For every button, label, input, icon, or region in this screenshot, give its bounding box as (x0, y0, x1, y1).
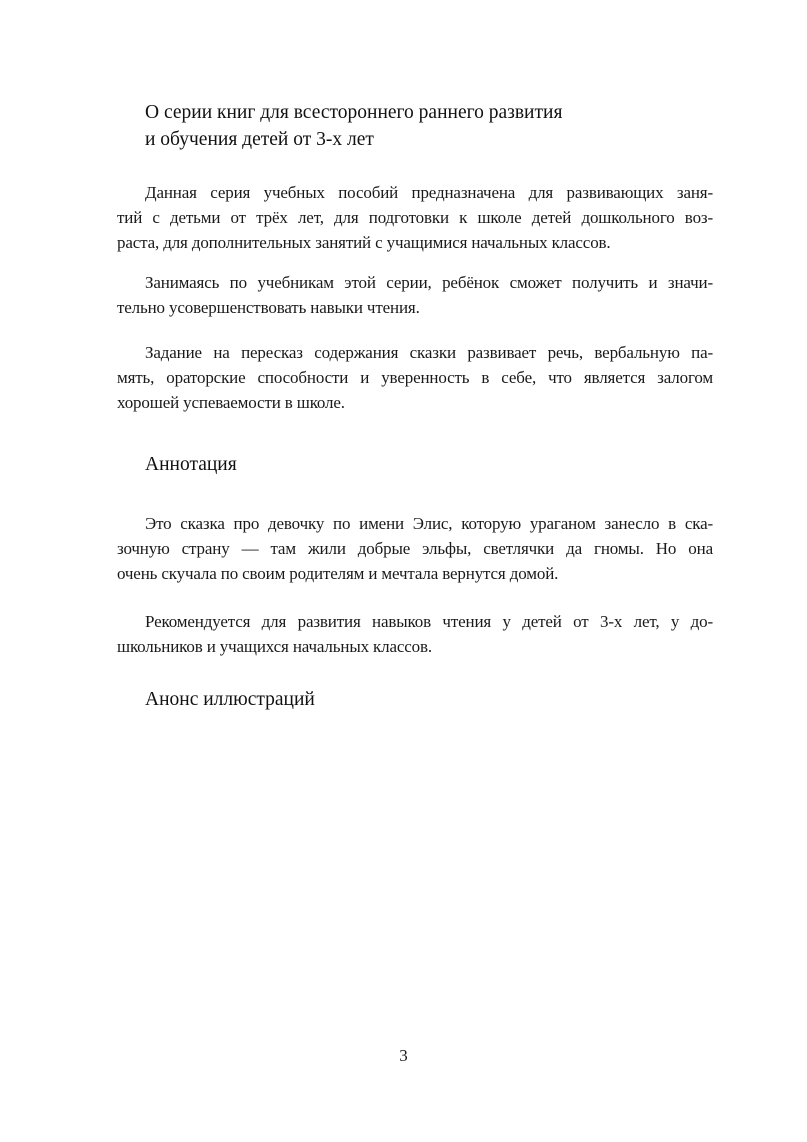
paragraph (117, 609, 713, 659)
text-line: Это сказка про девочку по имени Элис, которую ураганом занесло в ска- (145, 514, 713, 533)
text-line: хорошей успеваемости в школе. (117, 393, 345, 412)
heading-line: и обучения детей от 3-х лет (145, 129, 374, 150)
text-line: очень скучала по своим родителям и мечтала вернутся домой. (117, 564, 559, 583)
heading-annotation: Аннотация (145, 454, 237, 475)
heading-series (145, 99, 705, 153)
heading-illustrations: Анонс иллюстраций (145, 689, 315, 710)
paragraph (117, 340, 713, 415)
text-line: Данная серия учебных пособий предназначена для развивающих заня- (145, 183, 713, 202)
text-line: Занимаясь по учебникам этой серии, ребёнок сможет получить и значи- (145, 273, 713, 292)
text-line: Рекомендуется для развития навыков чтения у детей от 3-х лет, у до- (145, 612, 713, 631)
text-line: мять, ораторские способности и уверенность в себе, что является залогом (117, 368, 713, 387)
heading-line: О серии книг для всестороннего раннего развития (145, 102, 563, 123)
text-line: Задание на пересказ содержания сказки развивает речь, вербальную па- (145, 343, 713, 362)
text-line: школьников и учащихся начальных классов. (117, 637, 432, 656)
text-line: тий с детьми от трёх лет, для подготовки к школе детей дошкольного воз- (117, 208, 713, 227)
text-line: раста, для дополнительных занятий с учащимися начальных классов. (117, 233, 611, 252)
text-line: зочную страну — там жили добрые эльфы, светлячки да гномы. Но она (117, 539, 713, 558)
text-line: тельно усовершенствовать навыки чтения. (117, 298, 420, 317)
page-number: 3 (399, 1046, 408, 1065)
paragraph (117, 511, 713, 586)
paragraph (117, 270, 713, 320)
paragraph (117, 180, 713, 255)
